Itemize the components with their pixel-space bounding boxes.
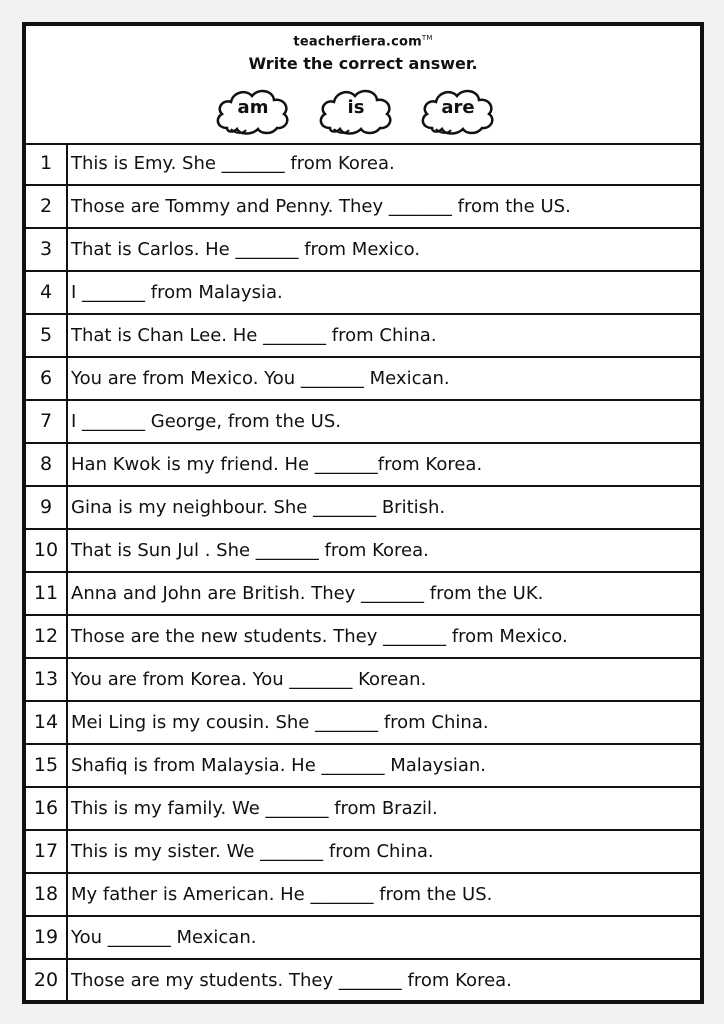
- question-text: Those are the new students. They _______ from Mexico.: [71, 626, 568, 647]
- question-text: You _______ Mexican.: [71, 927, 257, 948]
- question-text: You are from Mexico. You _______ Mexican.: [71, 368, 450, 389]
- question-number: 14: [26, 702, 68, 743]
- question-row: [26, 530, 700, 573]
- question-number: 2: [26, 186, 68, 227]
- question-number: 20: [26, 960, 68, 1003]
- question-text: Han Kwok is my friend. He _______from Korea.: [71, 454, 483, 475]
- question-row: [26, 573, 700, 616]
- worksheet-header: [26, 26, 700, 145]
- choice-cloud-are: [418, 84, 498, 136]
- question-text: This is my sister. We _______ from China.: [71, 841, 434, 862]
- question-number: 5: [26, 315, 68, 356]
- question-text: This is my family. We _______ from Brazil.: [71, 798, 438, 819]
- question-number: 15: [26, 745, 68, 786]
- trademark: TM: [421, 34, 433, 42]
- question-text: My father is American. He _______ from the US.: [71, 884, 493, 905]
- question-text: You are from Korea. You _______ Korean.: [71, 669, 427, 690]
- question-number: 17: [26, 831, 68, 872]
- question-row: [26, 831, 700, 874]
- question-row: [26, 874, 700, 917]
- question-number: 11: [26, 573, 68, 614]
- question-row: [26, 745, 700, 788]
- question-row: [26, 487, 700, 530]
- question-number: 1: [26, 143, 68, 184]
- question-row: [26, 960, 700, 1003]
- question-row: [26, 917, 700, 960]
- question-number: 7: [26, 401, 68, 442]
- question-number: 8: [26, 444, 68, 485]
- question-text: Mei Ling is my cousin. She _______ from China.: [71, 712, 489, 733]
- question-row: [26, 659, 700, 702]
- question-row: [26, 702, 700, 745]
- question-row: [26, 444, 700, 487]
- question-text: That is Sun Jul . She _______ from Korea.: [71, 540, 429, 561]
- instruction: Write the correct answer.: [248, 54, 478, 73]
- choice-is: is: [347, 97, 365, 118]
- question-list: [26, 143, 700, 1000]
- question-number: 9: [26, 487, 68, 528]
- choice-am: am: [237, 97, 269, 118]
- question-row: [26, 315, 700, 358]
- question-row: [26, 401, 700, 444]
- site-name: [26, 34, 700, 49]
- question-number: 18: [26, 874, 68, 915]
- question-text: That is Chan Lee. He _______ from China.: [71, 325, 437, 346]
- question-text: This is Emy. She _______ from Korea.: [71, 153, 395, 174]
- question-row: [26, 788, 700, 831]
- question-text: I _______ from Malaysia.: [71, 282, 283, 303]
- choice-cloud-am: [213, 84, 293, 136]
- question-text: Shafiq is from Malaysia. He _______ Malaysian.: [71, 755, 486, 776]
- question-number: 4: [26, 272, 68, 313]
- question-row: [26, 186, 700, 229]
- choice-cloud-is: [316, 84, 396, 136]
- choice-are: are: [441, 97, 475, 118]
- question-row: [26, 272, 700, 315]
- question-row: [26, 616, 700, 659]
- question-number: 12: [26, 616, 68, 657]
- question-number: 19: [26, 917, 68, 958]
- question-row: [26, 229, 700, 272]
- question-number: 3: [26, 229, 68, 270]
- question-text: That is Carlos. He _______ from Mexico.: [71, 239, 421, 260]
- question-text: Gina is my neighbour. She _______ British.: [71, 497, 446, 518]
- question-number: 6: [26, 358, 68, 399]
- question-number: 13: [26, 659, 68, 700]
- question-number: 16: [26, 788, 68, 829]
- question-text: Those are my students. They _______ from Korea.: [71, 970, 512, 991]
- question-text: Anna and John are British. They _______ from the UK.: [71, 583, 544, 604]
- site-name-text: teacherfiera.com: [293, 34, 422, 50]
- question-number: 10: [26, 530, 68, 571]
- question-text: I _______ George, from the US.: [71, 411, 342, 432]
- question-text: Those are Tommy and Penny. They _______ from the US.: [71, 196, 571, 217]
- worksheet: [22, 22, 704, 1004]
- question-row: [26, 358, 700, 401]
- question-row: [26, 143, 700, 186]
